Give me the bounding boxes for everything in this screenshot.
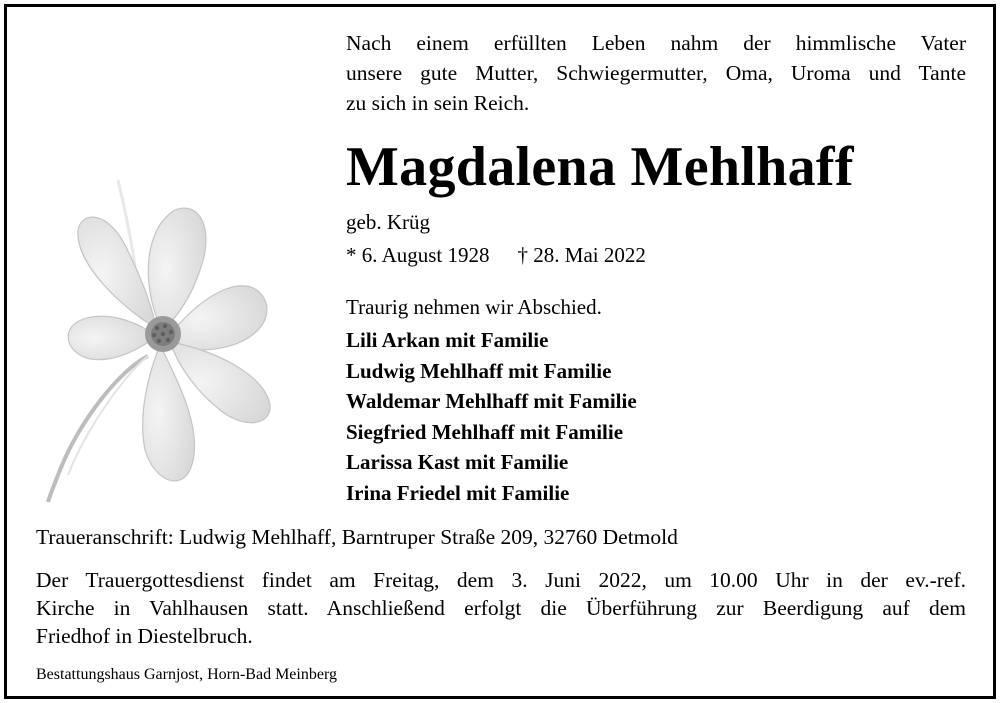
service-line: Der Trauergottesdienst findet am Freitag, dem 3. Juni 2022, um 10.00 Uhr in der ev.-ref. <box>36 568 966 592</box>
intro-line: zu sich in sein Reich. <box>346 91 530 115</box>
death-date: † 28. Mai 2022 <box>517 243 646 267</box>
cosmos-flower-icon <box>30 170 290 510</box>
service-info <box>36 566 966 650</box>
born-name: geb. Krüg <box>346 210 430 234</box>
mourner-item: Waldemar Mehlhaff mit Familie <box>346 389 637 414</box>
mourner-item: Ludwig Mehlhaff mit Familie <box>346 358 612 383</box>
mourners-list <box>346 325 637 509</box>
mourner-item: Irina Friedel mit Familie <box>346 480 570 505</box>
intro-text <box>346 28 966 118</box>
service-line: Friedhof in Diestelbruch. <box>36 624 253 648</box>
mourner-item: Siegfried Mehlhaff mit Familie <box>346 419 624 444</box>
service-line: Kirche in Vahlhausen statt. Anschließend erfolgt die Überführung zur Beerdigung auf dem <box>36 596 966 620</box>
deceased-name: Magdalena Mehlhaff <box>346 136 854 198</box>
intro-line: unsere gute Mutter, Schwiegermutter, Oma, Uroma und Tante <box>346 61 966 85</box>
farewell-text: Traurig nehmen wir Abschied. <box>346 295 602 319</box>
intro-line: Nach einem erfüllten Leben nahm der himmlische Vater <box>346 31 966 55</box>
mourning-address: Traueranschrift: Ludwig Mehlhaff, Barntruper Straße 209, 32760 Detmold <box>36 525 678 549</box>
birth-date: * 6. August 1928 <box>346 243 490 267</box>
mourner-item: Larissa Kast mit Familie <box>346 450 569 475</box>
funeral-home: Bestattungshaus Garnjost, Horn-Bad Meinberg <box>36 666 337 683</box>
life-dates <box>346 241 646 269</box>
mourner-item: Lili Arkan mit Familie <box>346 328 549 352</box>
